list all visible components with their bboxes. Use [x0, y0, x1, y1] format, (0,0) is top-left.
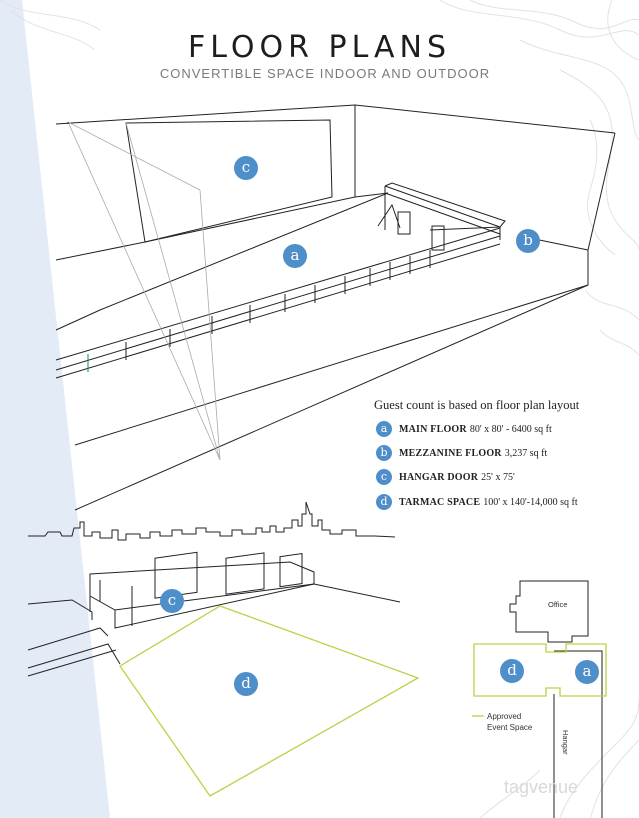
interior-badge-b: b: [516, 229, 540, 253]
watermark: tagvenue: [504, 777, 579, 797]
legend-label: TARMAC SPACE: [399, 496, 481, 508]
legend-dims: 80' x 80' - 6400 sq ft: [469, 423, 552, 435]
exterior-badge-d: d: [234, 672, 258, 696]
site-office-label: Office: [548, 600, 568, 609]
legend-label: MEZZANINE FLOOR: [399, 447, 502, 459]
legend-label: HANGAR DOOR: [399, 471, 479, 483]
legend-dims: 25' x 75': [481, 471, 515, 483]
page-title: FLOOR PLANS: [187, 30, 451, 65]
legend-dims: 3,237 sq ft: [504, 447, 548, 459]
legend-dims: 100' x 140'-14,000 sq ft: [483, 496, 578, 508]
approved-event-space-legend: [487, 711, 532, 733]
legend-label: MAIN FLOOR: [399, 423, 467, 435]
legend-heading: Guest count is based on floor plan layout: [374, 398, 580, 412]
legend-badge-a: a: [376, 421, 392, 437]
site-badge-a: a: [575, 660, 599, 684]
approved-line-1: Approved: [487, 712, 522, 721]
site-hangar-label: Hangar: [561, 730, 570, 755]
site-badge-d: d: [500, 659, 524, 683]
legend-badge-b: b: [376, 445, 392, 461]
legend-badge-c: c: [376, 469, 392, 485]
exterior-badge-c: c: [160, 589, 184, 613]
legend-badge-d: d: [376, 494, 392, 510]
page-subtitle: CONVERTIBLE SPACE INDOOR AND OUTDOOR: [159, 66, 491, 81]
interior-badge-c: c: [234, 156, 258, 180]
approved-line-2: Event Space: [487, 723, 533, 732]
interior-badge-a: a: [283, 244, 307, 268]
